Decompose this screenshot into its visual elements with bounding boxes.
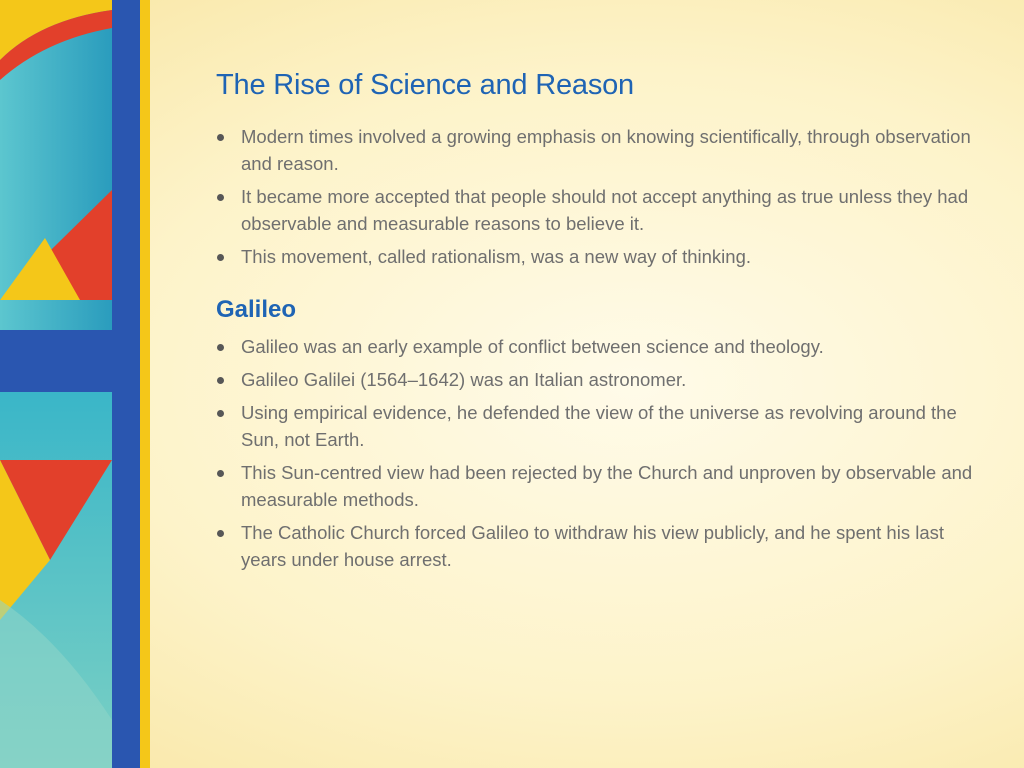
bullet-icon — [217, 134, 224, 141]
bullet-text: Using empirical evidence, he defended the view of the universe as revolving around the Sun, not Earth. — [241, 401, 957, 450]
list-item — [216, 123, 986, 177]
bullet-icon — [217, 470, 224, 477]
bullet-icon — [217, 194, 224, 201]
list-item — [216, 459, 986, 513]
bullet-icon — [217, 344, 224, 351]
bullet-text: Galileo Galilei (1564–1642) was an Italian astronomer. — [241, 368, 687, 390]
bullet-icon — [217, 377, 224, 384]
list-item — [216, 183, 986, 237]
bullet-text: It became more accepted that people should not accept anything as true unless they had observable and measurable reasons to believe it. — [241, 185, 969, 234]
blue-vertical-stripe — [112, 0, 140, 768]
list-item — [216, 243, 986, 270]
decorative-side-graphic — [0, 0, 160, 768]
list-item — [216, 399, 986, 453]
slide-title: The Rise of Science and Reason — [216, 69, 634, 101]
bullet-text: This movement, called rationalism, was a new way of thinking. — [241, 245, 751, 267]
bullet-text: Galileo was an early example of conflict between science and theology. — [241, 335, 824, 357]
bullet-text: The Catholic Church forced Galileo to withdraw his view publicly, and he spent his last years under house arrest. — [241, 521, 944, 570]
blue-horizontal-band — [0, 330, 112, 392]
slide-content — [216, 68, 986, 579]
list-item — [216, 519, 986, 573]
bullet-icon — [217, 530, 224, 537]
yellow-vertical-stripe — [140, 0, 150, 768]
list-item — [216, 333, 986, 360]
intro-bullet-list — [216, 123, 986, 270]
bullet-icon — [217, 254, 224, 261]
list-item — [216, 366, 986, 393]
bullet-icon — [217, 410, 224, 417]
bullet-text: This Sun-centred view had been rejected by the Church and unproven by observable and measurable methods. — [241, 461, 973, 510]
section-heading: Galileo — [216, 295, 297, 323]
bullet-text: Modern times involved a growing emphasis on knowing scientifically, through observation and reason. — [241, 125, 971, 174]
galileo-bullet-list — [216, 333, 986, 573]
